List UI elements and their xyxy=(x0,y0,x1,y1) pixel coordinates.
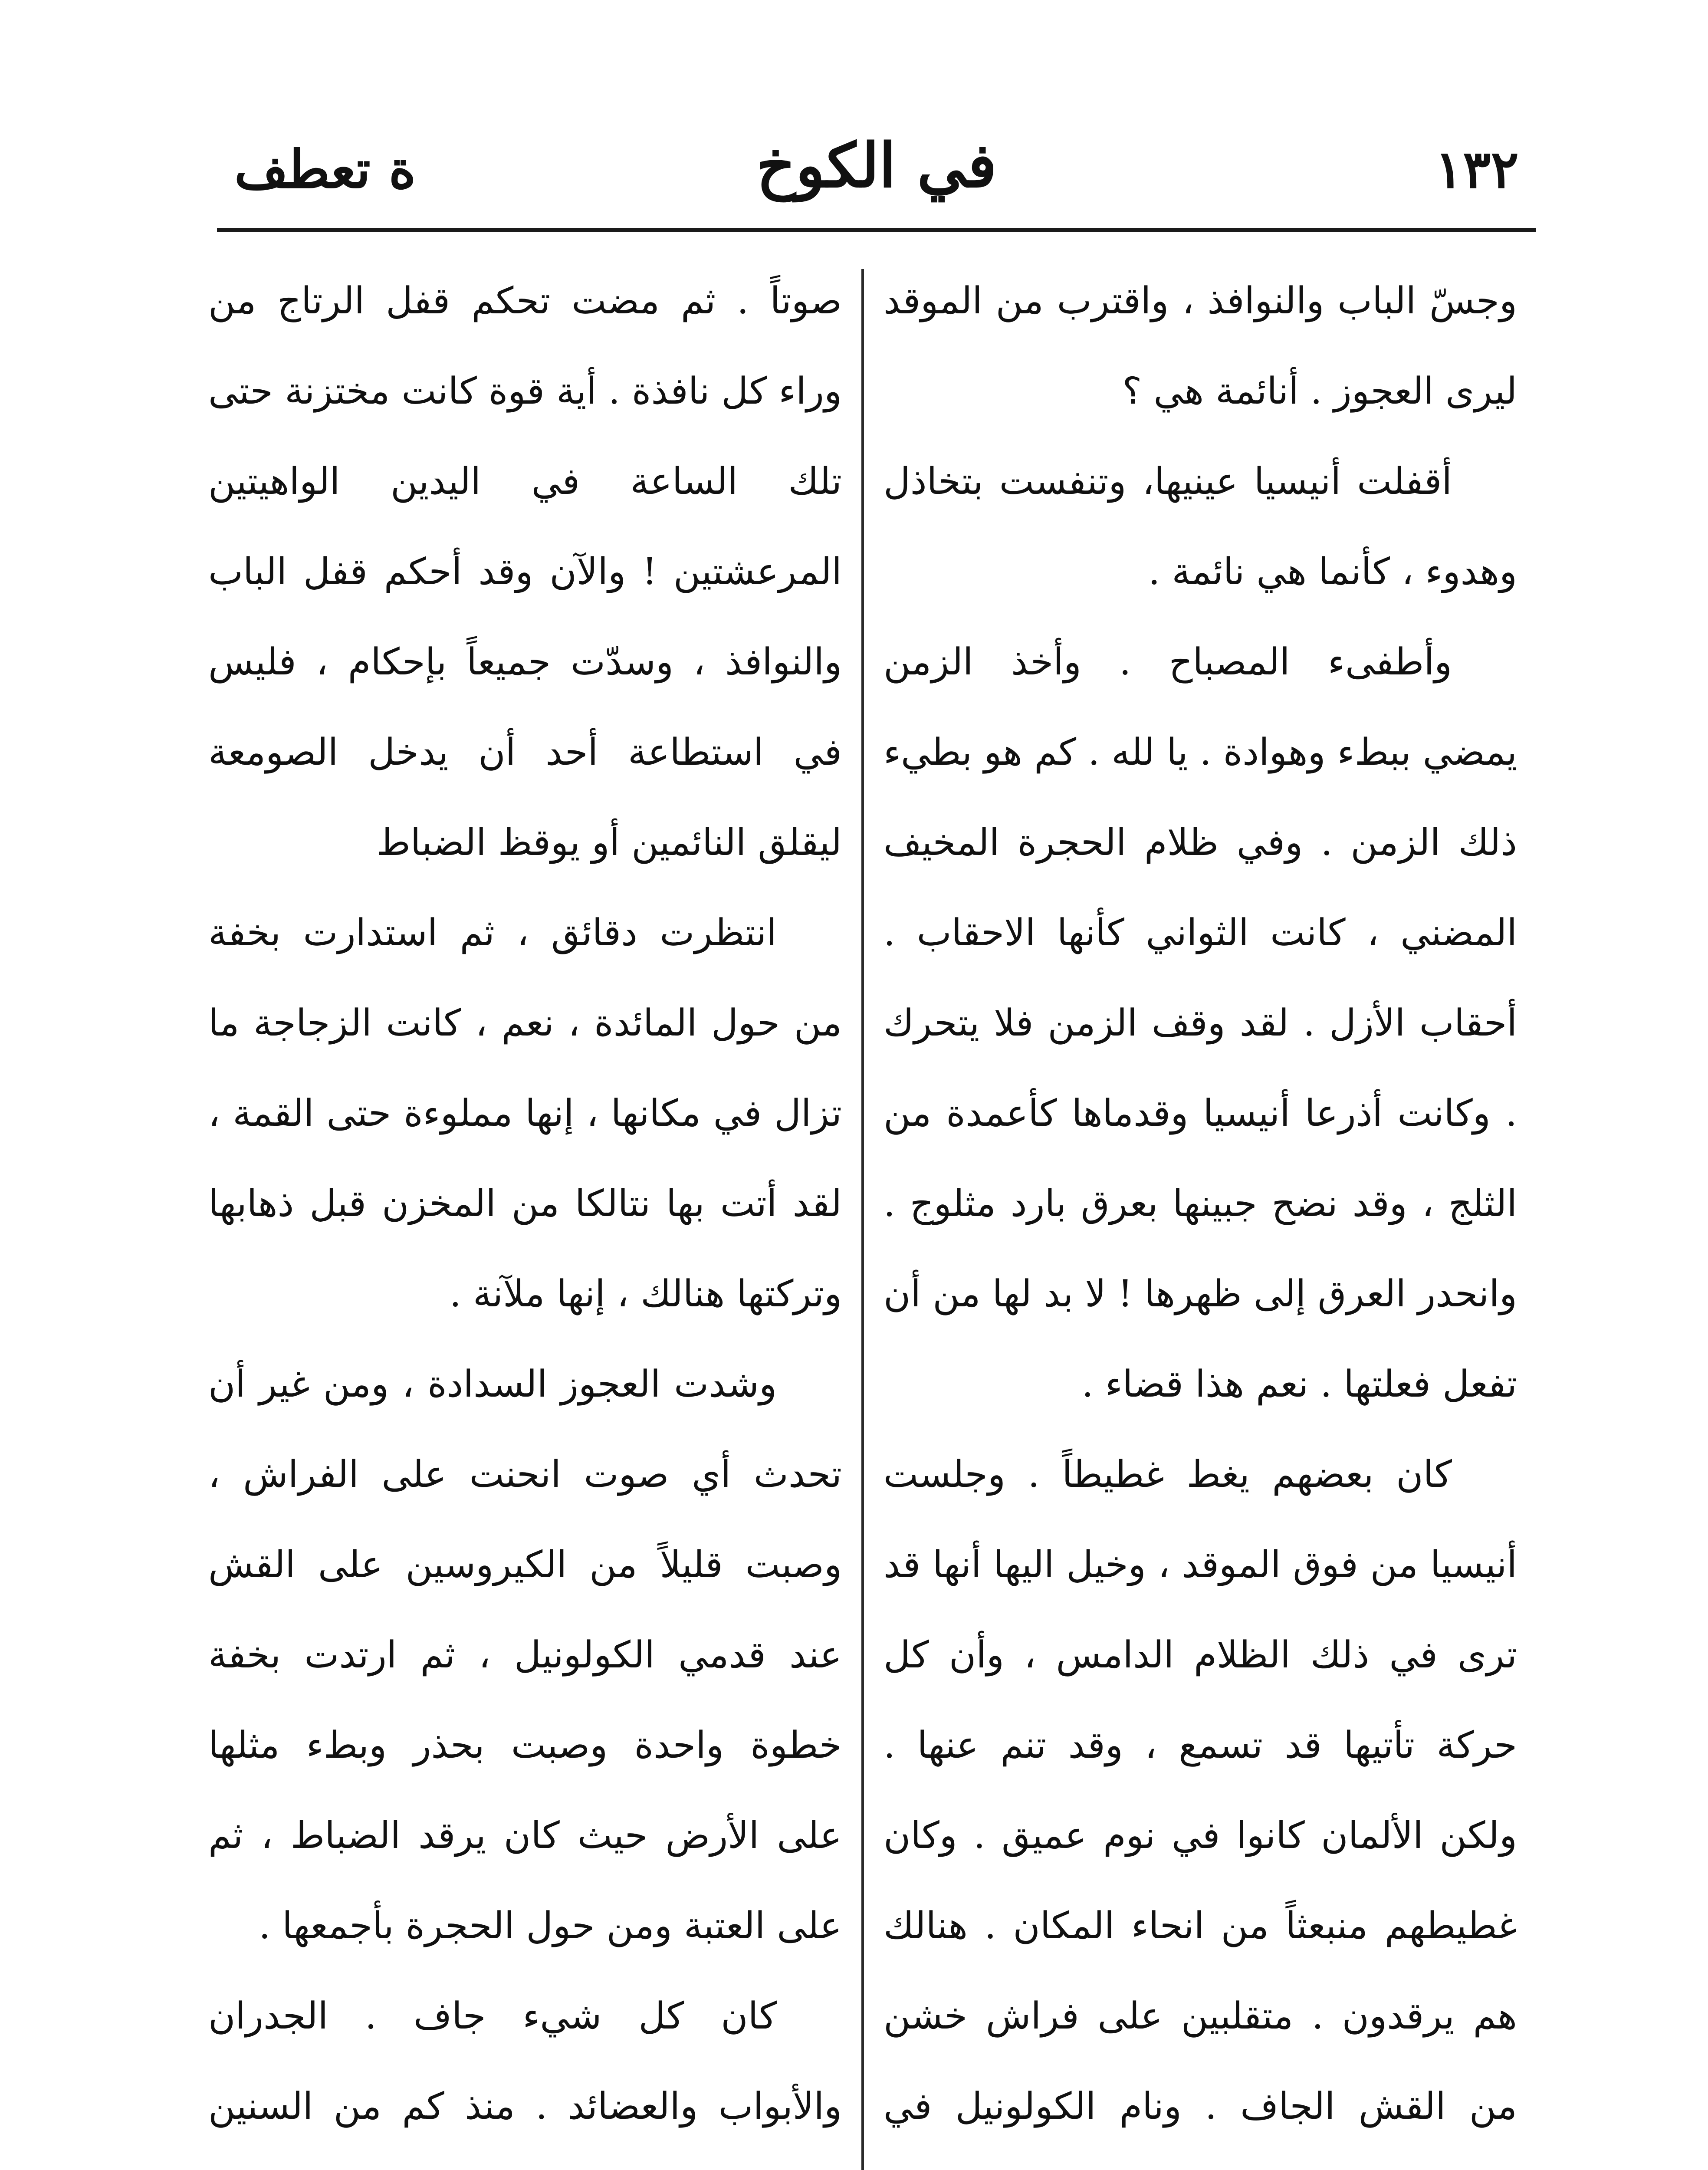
paragraph: وشدت العجوز السدادة ، ومن غير أن تحدث أي صوت انحنت على الفراش ، وصبت قليلاً من الكيروسين على القش عند قدمي الكولونيل ، ثم ارتدت بخفة خطوة واحدة وصبت بحذر وبطء مثلها على الأرض حيث كان يرقد الضباط ، ثم على العتبة ومن حول الحجرة بأجمعها . xyxy=(208,1363,842,1947)
running-header xyxy=(234,130,1519,208)
text-column-left xyxy=(208,256,842,2170)
page-number: ١٣٢ xyxy=(1435,139,1519,200)
paragraph: كان بعضهم يغط غطيطاً . وجلست أنيسيا من فوق الموقد ، وخيل اليها أنها قد ترى في ذلك الظلام الدامس ، وأن كل حركة تأتيها قد تسمع ، وقد تنم عنها . ولكن الألمان كانوا في نوم عميق . وكان غطيطهم منبعثاً من انحاء المكان . هنالك هم يرقدون . متقلبين على فراش خشن من القش الجاف . ونام الكولونيل في xyxy=(884,1453,1517,2128)
header-rule xyxy=(217,228,1536,232)
running-title: في الكوخ xyxy=(756,130,997,201)
paragraph: انتظرت دقائق ، ثم استدارت بخفة من حول المائدة ، نعم ، كانت الزجاجة ما تزال في مكانها ، إنها مملوءة حتى القمة ، لقد أتت بها نتالكا من المخزن قبل ذهابها وتركتها هنالك ، إنها ملآنة . xyxy=(208,911,842,1315)
paragraph: وأطفىء المصباح . وأخذ الزمن يمضي ببطء وهوادة . يا لله . كم هو بطيء ذلك الزمن . وفي ظلام الحجرة المخيف المضني ، كانت الثواني كأنها الاحقاب . أحقاب الأزل . لقد وقف الزمن فلا يتحرك . وكانت أذرعا أنيسيا وقدماها كأعمدة من الثلج ، وقد نضح جبينها بعرق بارد مثلوج . وانحدر العرق إلى ظهرها ! لا بد لها من أن تفعل فعلتها . نعم هذا قضاء . xyxy=(884,641,1517,1406)
text-column-right xyxy=(884,256,1517,2170)
paragraph: كان كل شيء جاف . الجدران والأبواب والعضائد . منذ كم من السنين xyxy=(208,1995,842,2128)
running-section: ة تعطف xyxy=(234,139,416,200)
paragraph: صوتاً . ثم مضت تحكم قفل الرتاج من وراء كل نافذة . أية قوة كانت مختزنة حتى تلك الساعة في اليدين الواهيتين المرعشتين ! والآن وقد أحكم قفل الباب والنوافذ ، وسدّت جميعاً بإحكام ، فليس في استطاعة أحد أن يدخل الصومعة ليقلق النائمين أو يوقظ الضباط xyxy=(208,279,842,864)
column-divider xyxy=(861,269,864,2170)
paragraph: أقفلت أنيسيا عينيها، وتنفست بتخاذل وهدوء ، كأنما هي نائمة . xyxy=(884,460,1517,593)
paragraph: وجسّ الباب والنوافذ ، واقترب من الموقد ليرى العجوز . أنائمة هي ؟ xyxy=(884,279,1517,413)
